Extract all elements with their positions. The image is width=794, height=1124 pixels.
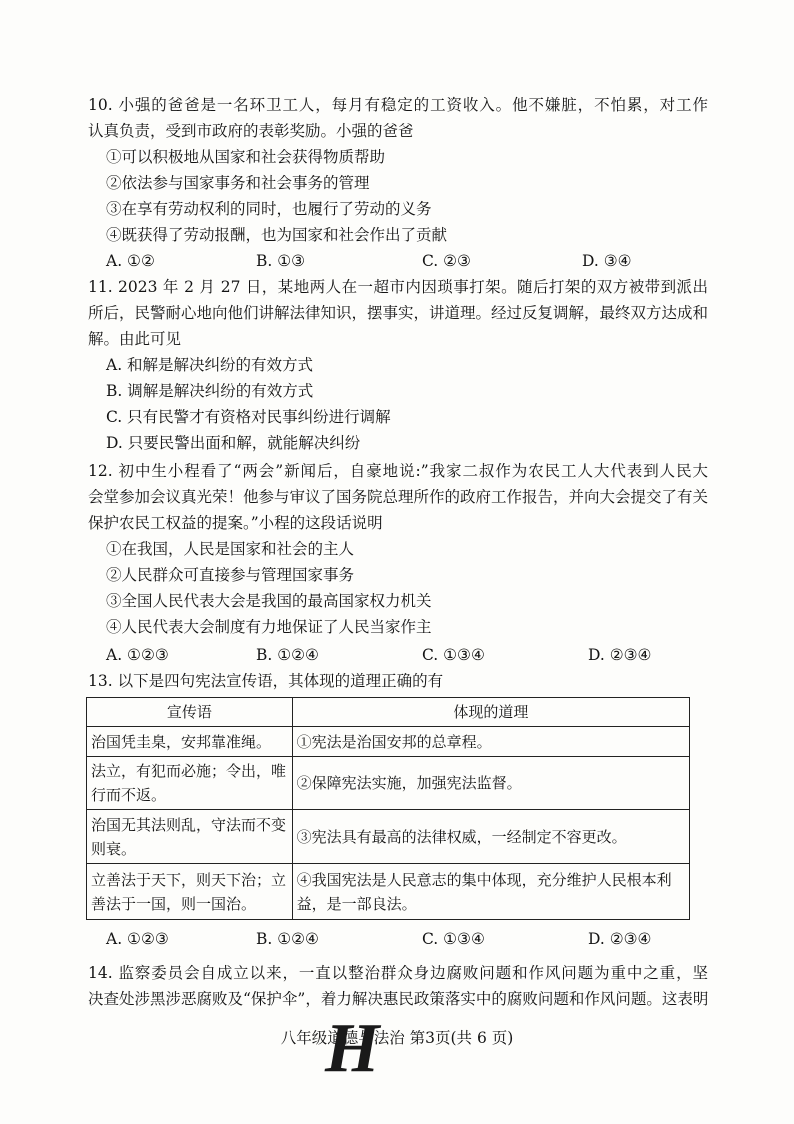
q11-stem-line1: 11. 2023 年 2 月 27 日，某地两人在一超市内因琐事打架。随后打架的双方被带到派出 [88,278,708,296]
q12-stem-line1: 12. 初中生小程看了“两会”新闻后，自豪地说:”我家二叔作为农民工人大代表到人民大 [88,462,708,480]
q10-item-2: ②依法参与国家事务和社会事务的管理 [106,174,370,192]
q13-header-slogan: 宣传语 [87,698,293,727]
q14-stem-line2: 决查处涉黑涉恶腐败及“保护伞”，着力解决惠民政策落实中的腐败问题和作风问题。这表明 [88,990,709,1008]
q13-header-principle: 体现的道理 [292,698,689,727]
q12-item-4: ④人民代表大会制度有力地保证了人民当家作主 [106,618,432,636]
q10-choice-c[interactable]: C. ②③ [422,252,471,270]
q12-choice-d[interactable]: D. ②③④ [588,646,652,664]
q12-choice-b[interactable]: B. ①②④ [256,646,319,664]
q13-choices [106,927,666,951]
q10-stem-line1: 10. 小强的爸爸是一名环卫工人，每月有稳定的工资收入。他不嫌脏，不怕累，对工作 [88,96,708,114]
q13-stem: 13. 以下是四句宪法宣传语，其体现的道理正确的有 [88,672,444,690]
q12-item-1: ①在我国，人民是国家和社会的主人 [106,540,355,558]
q13-principle-cell: ④我国宪法是人民意志的集中体现，充分维护人民根本利益，是一部良法。 [292,864,689,920]
q12-item-3: ③全国人民代表大会是我国的最高国家权力机关 [106,592,432,610]
q12-stem-line2: 会堂参加会议真光荣！他参与审议了国务院总理所作的政府工作报告，并向大会提交了有关 [88,488,709,506]
q11-stem-line3: 解。由此可见 [88,330,182,348]
q12-choice-a[interactable]: A. ①②③ [106,646,169,664]
q11-option-d[interactable]: D. 只要民警出面和解，就能解决纠纷 [106,434,361,452]
q12-item-2: ②人民群众可直接参与管理国家事务 [106,566,355,584]
q10-item-1: ①可以积极地从国家和社会获得物质帮助 [106,148,386,166]
q10-choice-d[interactable]: D. ③④ [582,252,632,270]
q13-table-row [87,727,690,757]
q10-item-3: ③在享有劳动权利的同时，也履行了劳动的义务 [106,200,432,218]
q13-table-row [87,864,690,920]
q13-table [86,697,690,920]
q14-stem-line1: 14. 监察委员会自成立以来，一直以整治群众身边腐败问题和作风问题为重中之重，坚 [88,964,708,982]
q10-item-4: ④既获得了劳动报酬，也为国家和社会作出了贡献 [106,226,448,244]
q13-slogan-cell: 治国凭圭臬，安邦靠准绳。 [87,727,293,757]
q13-principle-cell: ②保障宪法实施，加强宪法监督。 [292,757,689,810]
q13-table-row [87,757,690,810]
q13-table-row [87,810,690,864]
q11-option-c[interactable]: C. 只有民警才有资格对民事纠纷进行调解 [106,408,391,426]
q10-choices [106,249,666,273]
q11-option-a[interactable]: A. 和解是解决纠纷的有效方式 [106,356,314,374]
q13-choice-b[interactable]: B. ①②④ [256,930,319,948]
q10-choice-a[interactable]: A. ①② [106,252,155,270]
q13-choice-d[interactable]: D. ②③④ [588,930,652,948]
q12-stem-line3: 保护农民工权益的提案。”小程的这段话说明 [88,514,383,532]
q10-stem-line2: 认真负责，受到市政府的表彰奖励。小强的爸爸 [88,122,414,140]
q13-slogan-cell: 法立，有犯而必施；令出，唯行而不返。 [87,757,293,810]
q13-slogan-cell: 治国无其法则乱，守法而不变则衰。 [87,810,293,864]
q10-choice-b[interactable]: B. ①③ [256,252,306,270]
q13-table-header [87,698,690,727]
watermark-letter: H [325,1010,380,1087]
q11-option-b[interactable]: B. 调解是解决纠纷的有效方式 [106,382,314,400]
q13-principle-cell: ①宪法是治国安邦的总章程。 [292,727,689,757]
q12-choices [106,643,666,667]
page-footer: 八年级道德与法治 第3页(共 6 页) [280,1029,514,1047]
q13-principle-cell: ③宪法具有最高的法律权威，一经制定不容更改。 [292,810,689,864]
q13-choice-a[interactable]: A. ①②③ [106,930,169,948]
q13-slogan-cell: 立善法于天下，则天下治；立善法于一国，则一国治。 [87,864,293,920]
q12-choice-c[interactable]: C. ①③④ [422,646,485,664]
q13-choice-c[interactable]: C. ①③④ [422,930,485,948]
q11-stem-line2: 所后，民警耐心地向他们讲解法律知识，摆事实，讲道理。经过反复调解，最终双方达成和 [88,304,709,322]
